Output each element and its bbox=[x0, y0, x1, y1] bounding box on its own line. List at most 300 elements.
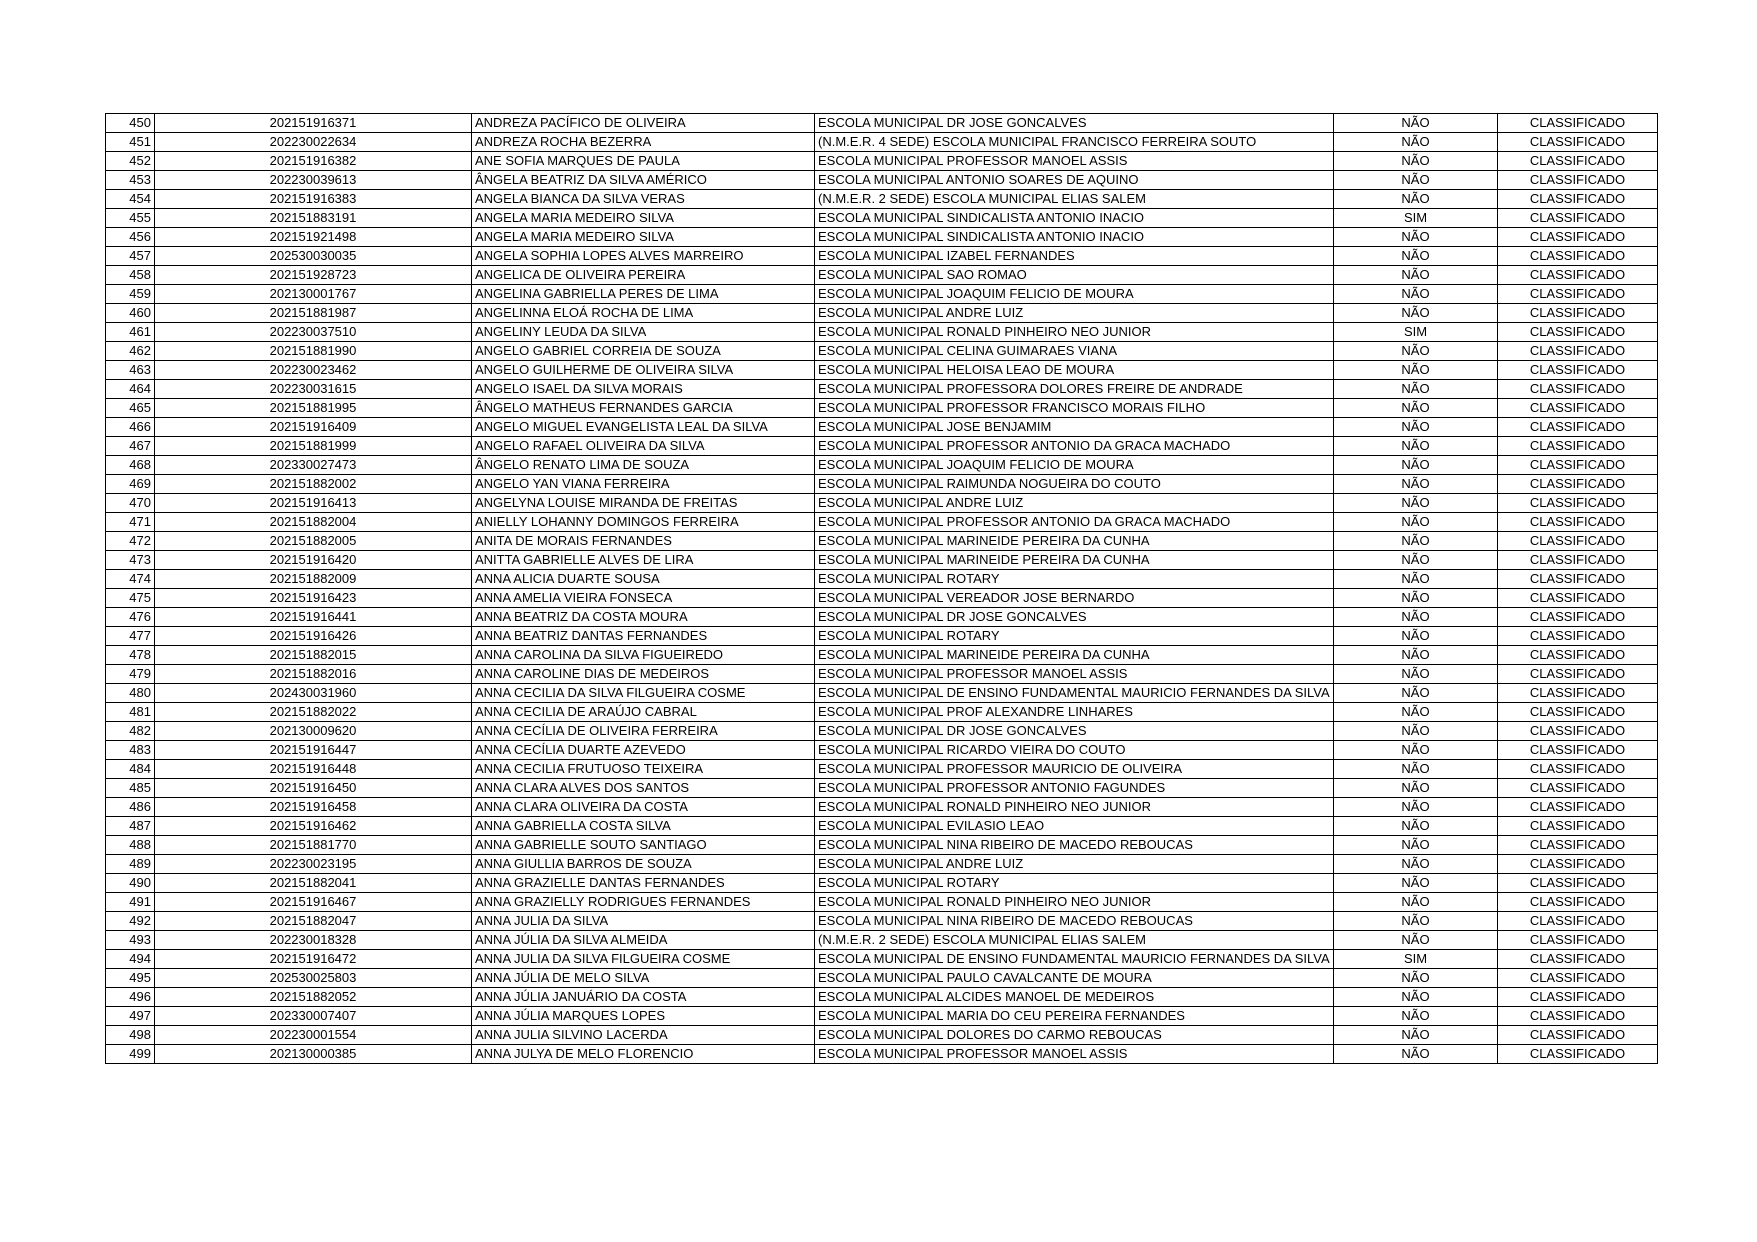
row-number-cell: 487 bbox=[106, 817, 155, 836]
flag-cell: NÃO bbox=[1334, 855, 1498, 874]
status-cell: CLASSIFICADO bbox=[1498, 627, 1658, 646]
school-cell: ESCOLA MUNICIPAL PROFESSOR ANTONIO FAGUNDES bbox=[815, 779, 1334, 798]
status-cell: CLASSIFICADO bbox=[1498, 532, 1658, 551]
registration-cell: 202330027473 bbox=[155, 456, 472, 475]
student-name-cell: ANDREZA ROCHA BEZERRA bbox=[472, 133, 815, 152]
table-row bbox=[106, 323, 1658, 342]
registration-cell: 202151916413 bbox=[155, 494, 472, 513]
table-row bbox=[106, 817, 1658, 836]
flag-cell: NÃO bbox=[1334, 532, 1498, 551]
status-cell: CLASSIFICADO bbox=[1498, 247, 1658, 266]
status-cell: CLASSIFICADO bbox=[1498, 209, 1658, 228]
row-number-cell: 456 bbox=[106, 228, 155, 247]
student-name-cell: ANNA GRAZIELLE DANTAS FERNANDES bbox=[472, 874, 815, 893]
table-row bbox=[106, 342, 1658, 361]
school-cell: ESCOLA MUNICIPAL PROFESSOR ANTONIO DA GRACA MACHADO bbox=[815, 437, 1334, 456]
school-cell: ESCOLA MUNICIPAL ROTARY bbox=[815, 570, 1334, 589]
table-row bbox=[106, 722, 1658, 741]
registration-cell: 202230018328 bbox=[155, 931, 472, 950]
status-cell: CLASSIFICADO bbox=[1498, 304, 1658, 323]
row-number-cell: 486 bbox=[106, 798, 155, 817]
registration-cell: 202530030035 bbox=[155, 247, 472, 266]
row-number-cell: 462 bbox=[106, 342, 155, 361]
student-name-cell: ANNA AMELIA VIEIRA FONSECA bbox=[472, 589, 815, 608]
flag-cell: NÃO bbox=[1334, 722, 1498, 741]
flag-cell: NÃO bbox=[1334, 608, 1498, 627]
student-name-cell: ANGELO GUILHERME DE OLIVEIRA SILVA bbox=[472, 361, 815, 380]
flag-cell: SIM bbox=[1334, 209, 1498, 228]
registration-cell: 202151883191 bbox=[155, 209, 472, 228]
student-name-cell: ANGELO YAN VIANA FERREIRA bbox=[472, 475, 815, 494]
school-cell: ESCOLA MUNICIPAL PROFESSORA DOLORES FREIRE DE ANDRADE bbox=[815, 380, 1334, 399]
flag-cell: NÃO bbox=[1334, 190, 1498, 209]
student-name-cell: ANNA CECILIA DA SILVA FILGUEIRA COSME bbox=[472, 684, 815, 703]
student-name-cell: ÂNGELO MATHEUS FERNANDES GARCIA bbox=[472, 399, 815, 418]
school-cell: ESCOLA MUNICIPAL ROTARY bbox=[815, 874, 1334, 893]
registration-cell: 202151881995 bbox=[155, 399, 472, 418]
row-number-cell: 459 bbox=[106, 285, 155, 304]
table-row bbox=[106, 551, 1658, 570]
school-cell: ESCOLA MUNICIPAL NINA RIBEIRO DE MACEDO REBOUCAS bbox=[815, 912, 1334, 931]
registration-cell: 202151882004 bbox=[155, 513, 472, 532]
status-cell: CLASSIFICADO bbox=[1498, 361, 1658, 380]
status-cell: CLASSIFICADO bbox=[1498, 380, 1658, 399]
school-cell: (N.M.E.R. 4 SEDE) ESCOLA MUNICIPAL FRANCISCO FERREIRA SOUTO bbox=[815, 133, 1334, 152]
school-cell: ESCOLA MUNICIPAL SAO ROMAO bbox=[815, 266, 1334, 285]
row-number-cell: 497 bbox=[106, 1007, 155, 1026]
table-row bbox=[106, 456, 1658, 475]
school-cell: ESCOLA MUNICIPAL ANDRE LUIZ bbox=[815, 304, 1334, 323]
status-cell: CLASSIFICADO bbox=[1498, 190, 1658, 209]
flag-cell: NÃO bbox=[1334, 665, 1498, 684]
row-number-cell: 471 bbox=[106, 513, 155, 532]
school-cell: ESCOLA MUNICIPAL MARIA DO CEU PEREIRA FERNANDES bbox=[815, 1007, 1334, 1026]
table-row bbox=[106, 513, 1658, 532]
table-row bbox=[106, 304, 1658, 323]
status-cell: CLASSIFICADO bbox=[1498, 646, 1658, 665]
registration-cell: 202151916409 bbox=[155, 418, 472, 437]
registration-cell: 202130000385 bbox=[155, 1045, 472, 1064]
registration-cell: 202430031960 bbox=[155, 684, 472, 703]
status-cell: CLASSIFICADO bbox=[1498, 874, 1658, 893]
flag-cell: NÃO bbox=[1334, 646, 1498, 665]
flag-cell: NÃO bbox=[1334, 475, 1498, 494]
row-number-cell: 494 bbox=[106, 950, 155, 969]
student-name-cell: ANGELICA DE OLIVEIRA PEREIRA bbox=[472, 266, 815, 285]
flag-cell: NÃO bbox=[1334, 513, 1498, 532]
registration-cell: 202151882022 bbox=[155, 703, 472, 722]
student-name-cell: ANGELO RAFAEL OLIVEIRA DA SILVA bbox=[472, 437, 815, 456]
table-row bbox=[106, 133, 1658, 152]
table-row bbox=[106, 760, 1658, 779]
row-number-cell: 474 bbox=[106, 570, 155, 589]
row-number-cell: 451 bbox=[106, 133, 155, 152]
student-name-cell: ANNA GABRIELLA COSTA SILVA bbox=[472, 817, 815, 836]
registration-cell: 202230037510 bbox=[155, 323, 472, 342]
table-row bbox=[106, 798, 1658, 817]
registration-cell: 202130001767 bbox=[155, 285, 472, 304]
table-row bbox=[106, 608, 1658, 627]
table-row bbox=[106, 418, 1658, 437]
flag-cell: NÃO bbox=[1334, 228, 1498, 247]
row-number-cell: 460 bbox=[106, 304, 155, 323]
row-number-cell: 461 bbox=[106, 323, 155, 342]
status-cell: CLASSIFICADO bbox=[1498, 779, 1658, 798]
row-number-cell: 481 bbox=[106, 703, 155, 722]
row-number-cell: 465 bbox=[106, 399, 155, 418]
status-cell: CLASSIFICADO bbox=[1498, 589, 1658, 608]
school-cell: ESCOLA MUNICIPAL ANTONIO SOARES DE AQUINO bbox=[815, 171, 1334, 190]
student-name-cell: ÂNGELO RENATO LIMA DE SOUZA bbox=[472, 456, 815, 475]
table-row bbox=[106, 703, 1658, 722]
registration-cell: 202151882015 bbox=[155, 646, 472, 665]
student-name-cell: ANDREZA PACÍFICO DE OLIVEIRA bbox=[472, 114, 815, 133]
status-cell: CLASSIFICADO bbox=[1498, 437, 1658, 456]
student-name-cell: ANGELA BIANCA DA SILVA VERAS bbox=[472, 190, 815, 209]
student-name-cell: ANNA CECILIA DE ARAÚJO CABRAL bbox=[472, 703, 815, 722]
school-cell: ESCOLA MUNICIPAL PROF ALEXANDRE LINHARES bbox=[815, 703, 1334, 722]
status-cell: CLASSIFICADO bbox=[1498, 285, 1658, 304]
school-cell: ESCOLA MUNICIPAL ALCIDES MANOEL DE MEDEIROS bbox=[815, 988, 1334, 1007]
row-number-cell: 467 bbox=[106, 437, 155, 456]
student-name-cell: ANNA CECILIA FRUTUOSO TEIXEIRA bbox=[472, 760, 815, 779]
flag-cell: NÃO bbox=[1334, 342, 1498, 361]
table-row bbox=[106, 665, 1658, 684]
student-name-cell: ANITTA GABRIELLE ALVES DE LIRA bbox=[472, 551, 815, 570]
school-cell: ESCOLA MUNICIPAL JOAQUIM FELICIO DE MOURA bbox=[815, 456, 1334, 475]
registration-cell: 202151916462 bbox=[155, 817, 472, 836]
table-row bbox=[106, 152, 1658, 171]
flag-cell: NÃO bbox=[1334, 912, 1498, 931]
registration-cell: 202230039613 bbox=[155, 171, 472, 190]
table-row bbox=[106, 779, 1658, 798]
table-row bbox=[106, 893, 1658, 912]
school-cell: (N.M.E.R. 2 SEDE) ESCOLA MUNICIPAL ELIAS SALEM bbox=[815, 190, 1334, 209]
registration-cell: 202151881987 bbox=[155, 304, 472, 323]
student-name-cell: ANNA JULIA DA SILVA bbox=[472, 912, 815, 931]
table-row bbox=[106, 190, 1658, 209]
row-number-cell: 485 bbox=[106, 779, 155, 798]
flag-cell: NÃO bbox=[1334, 798, 1498, 817]
table-row bbox=[106, 437, 1658, 456]
table-row bbox=[106, 684, 1658, 703]
registration-cell: 202230023462 bbox=[155, 361, 472, 380]
status-cell: CLASSIFICADO bbox=[1498, 836, 1658, 855]
student-name-cell: ANNA CECÍLIA DUARTE AZEVEDO bbox=[472, 741, 815, 760]
table-row bbox=[106, 969, 1658, 988]
flag-cell: NÃO bbox=[1334, 703, 1498, 722]
status-cell: CLASSIFICADO bbox=[1498, 1007, 1658, 1026]
school-cell: ESCOLA MUNICIPAL RONALD PINHEIRO NEO JUNIOR bbox=[815, 798, 1334, 817]
flag-cell: NÃO bbox=[1334, 418, 1498, 437]
student-name-cell: ANNA JÚLIA DA SILVA ALMEIDA bbox=[472, 931, 815, 950]
student-name-cell: ANNA JULIA DA SILVA FILGUEIRA COSME bbox=[472, 950, 815, 969]
student-name-cell: ANGELA MARIA MEDEIRO SILVA bbox=[472, 209, 815, 228]
status-cell: CLASSIFICADO bbox=[1498, 551, 1658, 570]
school-cell: ESCOLA MUNICIPAL JOAQUIM FELICIO DE MOURA bbox=[815, 285, 1334, 304]
table-row bbox=[106, 570, 1658, 589]
status-cell: CLASSIFICADO bbox=[1498, 570, 1658, 589]
row-number-cell: 454 bbox=[106, 190, 155, 209]
flag-cell: NÃO bbox=[1334, 627, 1498, 646]
flag-cell: NÃO bbox=[1334, 589, 1498, 608]
row-number-cell: 466 bbox=[106, 418, 155, 437]
student-name-cell: ANNA JULIA SILVINO LACERDA bbox=[472, 1026, 815, 1045]
student-name-cell: ANNA JÚLIA MARQUES LOPES bbox=[472, 1007, 815, 1026]
school-cell: ESCOLA MUNICIPAL JOSE BENJAMIM bbox=[815, 418, 1334, 437]
student-name-cell: ANGELINY LEUDA DA SILVA bbox=[472, 323, 815, 342]
school-cell: ESCOLA MUNICIPAL MARINEIDE PEREIRA DA CUNHA bbox=[815, 646, 1334, 665]
student-name-cell: ANGELO MIGUEL EVANGELISTA LEAL DA SILVA bbox=[472, 418, 815, 437]
flag-cell: NÃO bbox=[1334, 285, 1498, 304]
student-name-cell: ANGELA MARIA MEDEIRO SILVA bbox=[472, 228, 815, 247]
status-cell: CLASSIFICADO bbox=[1498, 418, 1658, 437]
status-cell: CLASSIFICADO bbox=[1498, 817, 1658, 836]
registration-cell: 202151916420 bbox=[155, 551, 472, 570]
status-cell: CLASSIFICADO bbox=[1498, 798, 1658, 817]
registration-cell: 202151916467 bbox=[155, 893, 472, 912]
flag-cell: NÃO bbox=[1334, 494, 1498, 513]
registration-cell: 202151882002 bbox=[155, 475, 472, 494]
row-number-cell: 455 bbox=[106, 209, 155, 228]
school-cell: ESCOLA MUNICIPAL MARINEIDE PEREIRA DA CUNHA bbox=[815, 551, 1334, 570]
classification-table-container bbox=[105, 113, 1657, 1064]
row-number-cell: 492 bbox=[106, 912, 155, 931]
status-cell: CLASSIFICADO bbox=[1498, 475, 1658, 494]
status-cell: CLASSIFICADO bbox=[1498, 114, 1658, 133]
row-number-cell: 476 bbox=[106, 608, 155, 627]
status-cell: CLASSIFICADO bbox=[1498, 855, 1658, 874]
school-cell: ESCOLA MUNICIPAL ROTARY bbox=[815, 627, 1334, 646]
flag-cell: NÃO bbox=[1334, 988, 1498, 1007]
row-number-cell: 480 bbox=[106, 684, 155, 703]
table-row bbox=[106, 931, 1658, 950]
status-cell: CLASSIFICADO bbox=[1498, 323, 1658, 342]
status-cell: CLASSIFICADO bbox=[1498, 399, 1658, 418]
table-row bbox=[106, 950, 1658, 969]
registration-cell: 202151928723 bbox=[155, 266, 472, 285]
row-number-cell: 463 bbox=[106, 361, 155, 380]
student-name-cell: ANGELO GABRIEL CORREIA DE SOUZA bbox=[472, 342, 815, 361]
table-row bbox=[106, 475, 1658, 494]
flag-cell: NÃO bbox=[1334, 171, 1498, 190]
table-row bbox=[106, 532, 1658, 551]
school-cell: ESCOLA MUNICIPAL RICARDO VIEIRA DO COUTO bbox=[815, 741, 1334, 760]
status-cell: CLASSIFICADO bbox=[1498, 152, 1658, 171]
table-row bbox=[106, 836, 1658, 855]
school-cell: ESCOLA MUNICIPAL RONALD PINHEIRO NEO JUNIOR bbox=[815, 323, 1334, 342]
row-number-cell: 453 bbox=[106, 171, 155, 190]
student-name-cell: ANGELA SOPHIA LOPES ALVES MARREIRO bbox=[472, 247, 815, 266]
table-row bbox=[106, 627, 1658, 646]
flag-cell: NÃO bbox=[1334, 893, 1498, 912]
registration-cell: 202151921498 bbox=[155, 228, 472, 247]
registration-cell: 202151882009 bbox=[155, 570, 472, 589]
student-name-cell: ANNA GIULLIA BARROS DE SOUZA bbox=[472, 855, 815, 874]
status-cell: CLASSIFICADO bbox=[1498, 228, 1658, 247]
student-name-cell: ANNA JÚLIA DE MELO SILVA bbox=[472, 969, 815, 988]
school-cell: ESCOLA MUNICIPAL RAIMUNDA NOGUEIRA DO COUTO bbox=[815, 475, 1334, 494]
flag-cell: NÃO bbox=[1334, 133, 1498, 152]
row-number-cell: 470 bbox=[106, 494, 155, 513]
flag-cell: NÃO bbox=[1334, 817, 1498, 836]
status-cell: CLASSIFICADO bbox=[1498, 266, 1658, 285]
school-cell: ESCOLA MUNICIPAL HELOISA LEAO DE MOURA bbox=[815, 361, 1334, 380]
student-name-cell: ANITA DE MORAIS FERNANDES bbox=[472, 532, 815, 551]
table-row bbox=[106, 589, 1658, 608]
row-number-cell: 493 bbox=[106, 931, 155, 950]
status-cell: CLASSIFICADO bbox=[1498, 703, 1658, 722]
registration-cell: 202151882052 bbox=[155, 988, 472, 1007]
student-name-cell: ANNA CAROLINE DIAS DE MEDEIROS bbox=[472, 665, 815, 684]
school-cell: ESCOLA MUNICIPAL VEREADOR JOSE BERNARDO bbox=[815, 589, 1334, 608]
school-cell: ESCOLA MUNICIPAL RONALD PINHEIRO NEO JUNIOR bbox=[815, 893, 1334, 912]
school-cell: ESCOLA MUNICIPAL PROFESSOR MANOEL ASSIS bbox=[815, 152, 1334, 171]
status-cell: CLASSIFICADO bbox=[1498, 950, 1658, 969]
table-row bbox=[106, 380, 1658, 399]
status-cell: CLASSIFICADO bbox=[1498, 608, 1658, 627]
table-body bbox=[106, 114, 1658, 1064]
student-name-cell: ANGELYNA LOUISE MIRANDA DE FREITAS bbox=[472, 494, 815, 513]
school-cell: ESCOLA MUNICIPAL MARINEIDE PEREIRA DA CUNHA bbox=[815, 532, 1334, 551]
school-cell: ESCOLA MUNICIPAL PROFESSOR FRANCISCO MORAIS FILHO bbox=[815, 399, 1334, 418]
row-number-cell: 469 bbox=[106, 475, 155, 494]
status-cell: CLASSIFICADO bbox=[1498, 893, 1658, 912]
student-name-cell: ANNA BEATRIZ DANTAS FERNANDES bbox=[472, 627, 815, 646]
school-cell: ESCOLA MUNICIPAL PAULO CAVALCANTE DE MOURA bbox=[815, 969, 1334, 988]
school-cell: ESCOLA MUNICIPAL SINDICALISTA ANTONIO INACIO bbox=[815, 209, 1334, 228]
student-name-cell: ANNA JULYA DE MELO FLORENCIO bbox=[472, 1045, 815, 1064]
flag-cell: NÃO bbox=[1334, 874, 1498, 893]
flag-cell: NÃO bbox=[1334, 684, 1498, 703]
registration-cell: 202151916472 bbox=[155, 950, 472, 969]
flag-cell: SIM bbox=[1334, 950, 1498, 969]
registration-cell: 202151881770 bbox=[155, 836, 472, 855]
registration-cell: 202151916450 bbox=[155, 779, 472, 798]
table-row bbox=[106, 247, 1658, 266]
flag-cell: NÃO bbox=[1334, 114, 1498, 133]
table-row bbox=[106, 494, 1658, 513]
flag-cell: NÃO bbox=[1334, 551, 1498, 570]
student-name-cell: ANNA CLARA ALVES DOS SANTOS bbox=[472, 779, 815, 798]
flag-cell: NÃO bbox=[1334, 304, 1498, 323]
school-cell: ESCOLA MUNICIPAL CELINA GUIMARAES VIANA bbox=[815, 342, 1334, 361]
registration-cell: 202151882005 bbox=[155, 532, 472, 551]
flag-cell: NÃO bbox=[1334, 399, 1498, 418]
school-cell: ESCOLA MUNICIPAL ANDRE LUIZ bbox=[815, 494, 1334, 513]
row-number-cell: 495 bbox=[106, 969, 155, 988]
flag-cell: NÃO bbox=[1334, 456, 1498, 475]
registration-cell: 202151916448 bbox=[155, 760, 472, 779]
row-number-cell: 491 bbox=[106, 893, 155, 912]
school-cell: ESCOLA MUNICIPAL DOLORES DO CARMO REBOUCAS bbox=[815, 1026, 1334, 1045]
registration-cell: 202151916447 bbox=[155, 741, 472, 760]
flag-cell: NÃO bbox=[1334, 380, 1498, 399]
table-row bbox=[106, 285, 1658, 304]
registration-cell: 202151916423 bbox=[155, 589, 472, 608]
flag-cell: NÃO bbox=[1334, 741, 1498, 760]
flag-cell: NÃO bbox=[1334, 570, 1498, 589]
flag-cell: NÃO bbox=[1334, 361, 1498, 380]
row-number-cell: 473 bbox=[106, 551, 155, 570]
student-name-cell: ANNA GRAZIELLY RODRIGUES FERNANDES bbox=[472, 893, 815, 912]
student-name-cell: ANNA BEATRIZ DA COSTA MOURA bbox=[472, 608, 815, 627]
registration-cell: 202230031615 bbox=[155, 380, 472, 399]
row-number-cell: 457 bbox=[106, 247, 155, 266]
flag-cell: NÃO bbox=[1334, 760, 1498, 779]
student-name-cell: ANGELO ISAEL DA SILVA MORAIS bbox=[472, 380, 815, 399]
flag-cell: NÃO bbox=[1334, 931, 1498, 950]
row-number-cell: 483 bbox=[106, 741, 155, 760]
table-row bbox=[106, 988, 1658, 1007]
registration-cell: 202151916441 bbox=[155, 608, 472, 627]
row-number-cell: 468 bbox=[106, 456, 155, 475]
student-name-cell: ANGELINNA ELOÁ ROCHA DE LIMA bbox=[472, 304, 815, 323]
registration-cell: 202151916382 bbox=[155, 152, 472, 171]
flag-cell: NÃO bbox=[1334, 969, 1498, 988]
status-cell: CLASSIFICADO bbox=[1498, 760, 1658, 779]
row-number-cell: 478 bbox=[106, 646, 155, 665]
table-row bbox=[106, 399, 1658, 418]
school-cell: ESCOLA MUNICIPAL NINA RIBEIRO DE MACEDO REBOUCAS bbox=[815, 836, 1334, 855]
flag-cell: NÃO bbox=[1334, 1007, 1498, 1026]
row-number-cell: 479 bbox=[106, 665, 155, 684]
table-row bbox=[106, 209, 1658, 228]
table-row bbox=[106, 228, 1658, 247]
student-name-cell: ANE SOFIA MARQUES DE PAULA bbox=[472, 152, 815, 171]
registration-cell: 202151882047 bbox=[155, 912, 472, 931]
registration-cell: 202330007407 bbox=[155, 1007, 472, 1026]
table-row bbox=[106, 171, 1658, 190]
registration-cell: 202130009620 bbox=[155, 722, 472, 741]
row-number-cell: 458 bbox=[106, 266, 155, 285]
student-name-cell: ÂNGELA BEATRIZ DA SILVA AMÉRICO bbox=[472, 171, 815, 190]
row-number-cell: 484 bbox=[106, 760, 155, 779]
row-number-cell: 475 bbox=[106, 589, 155, 608]
table-row bbox=[106, 741, 1658, 760]
registration-cell: 202230022634 bbox=[155, 133, 472, 152]
status-cell: CLASSIFICADO bbox=[1498, 494, 1658, 513]
row-number-cell: 472 bbox=[106, 532, 155, 551]
registration-cell: 202151882041 bbox=[155, 874, 472, 893]
flag-cell: NÃO bbox=[1334, 1026, 1498, 1045]
row-number-cell: 490 bbox=[106, 874, 155, 893]
flag-cell: NÃO bbox=[1334, 1045, 1498, 1064]
registration-cell: 202230001554 bbox=[155, 1026, 472, 1045]
student-name-cell: ANNA JÚLIA JANUÁRIO DA COSTA bbox=[472, 988, 815, 1007]
flag-cell: NÃO bbox=[1334, 836, 1498, 855]
table-row bbox=[106, 266, 1658, 285]
registration-cell: 202151916383 bbox=[155, 190, 472, 209]
status-cell: CLASSIFICADO bbox=[1498, 133, 1658, 152]
school-cell: ESCOLA MUNICIPAL SINDICALISTA ANTONIO INACIO bbox=[815, 228, 1334, 247]
table-row bbox=[106, 874, 1658, 893]
status-cell: CLASSIFICADO bbox=[1498, 741, 1658, 760]
row-number-cell: 488 bbox=[106, 836, 155, 855]
status-cell: CLASSIFICADO bbox=[1498, 931, 1658, 950]
row-number-cell: 498 bbox=[106, 1026, 155, 1045]
status-cell: CLASSIFICADO bbox=[1498, 684, 1658, 703]
table-row bbox=[106, 855, 1658, 874]
student-name-cell: ANNA CLARA OLIVEIRA DA COSTA bbox=[472, 798, 815, 817]
status-cell: CLASSIFICADO bbox=[1498, 912, 1658, 931]
status-cell: CLASSIFICADO bbox=[1498, 722, 1658, 741]
flag-cell: NÃO bbox=[1334, 266, 1498, 285]
row-number-cell: 477 bbox=[106, 627, 155, 646]
registration-cell: 202151882016 bbox=[155, 665, 472, 684]
school-cell: ESCOLA MUNICIPAL PROFESSOR MANOEL ASSIS bbox=[815, 1045, 1334, 1064]
school-cell: ESCOLA MUNICIPAL IZABEL FERNANDES bbox=[815, 247, 1334, 266]
